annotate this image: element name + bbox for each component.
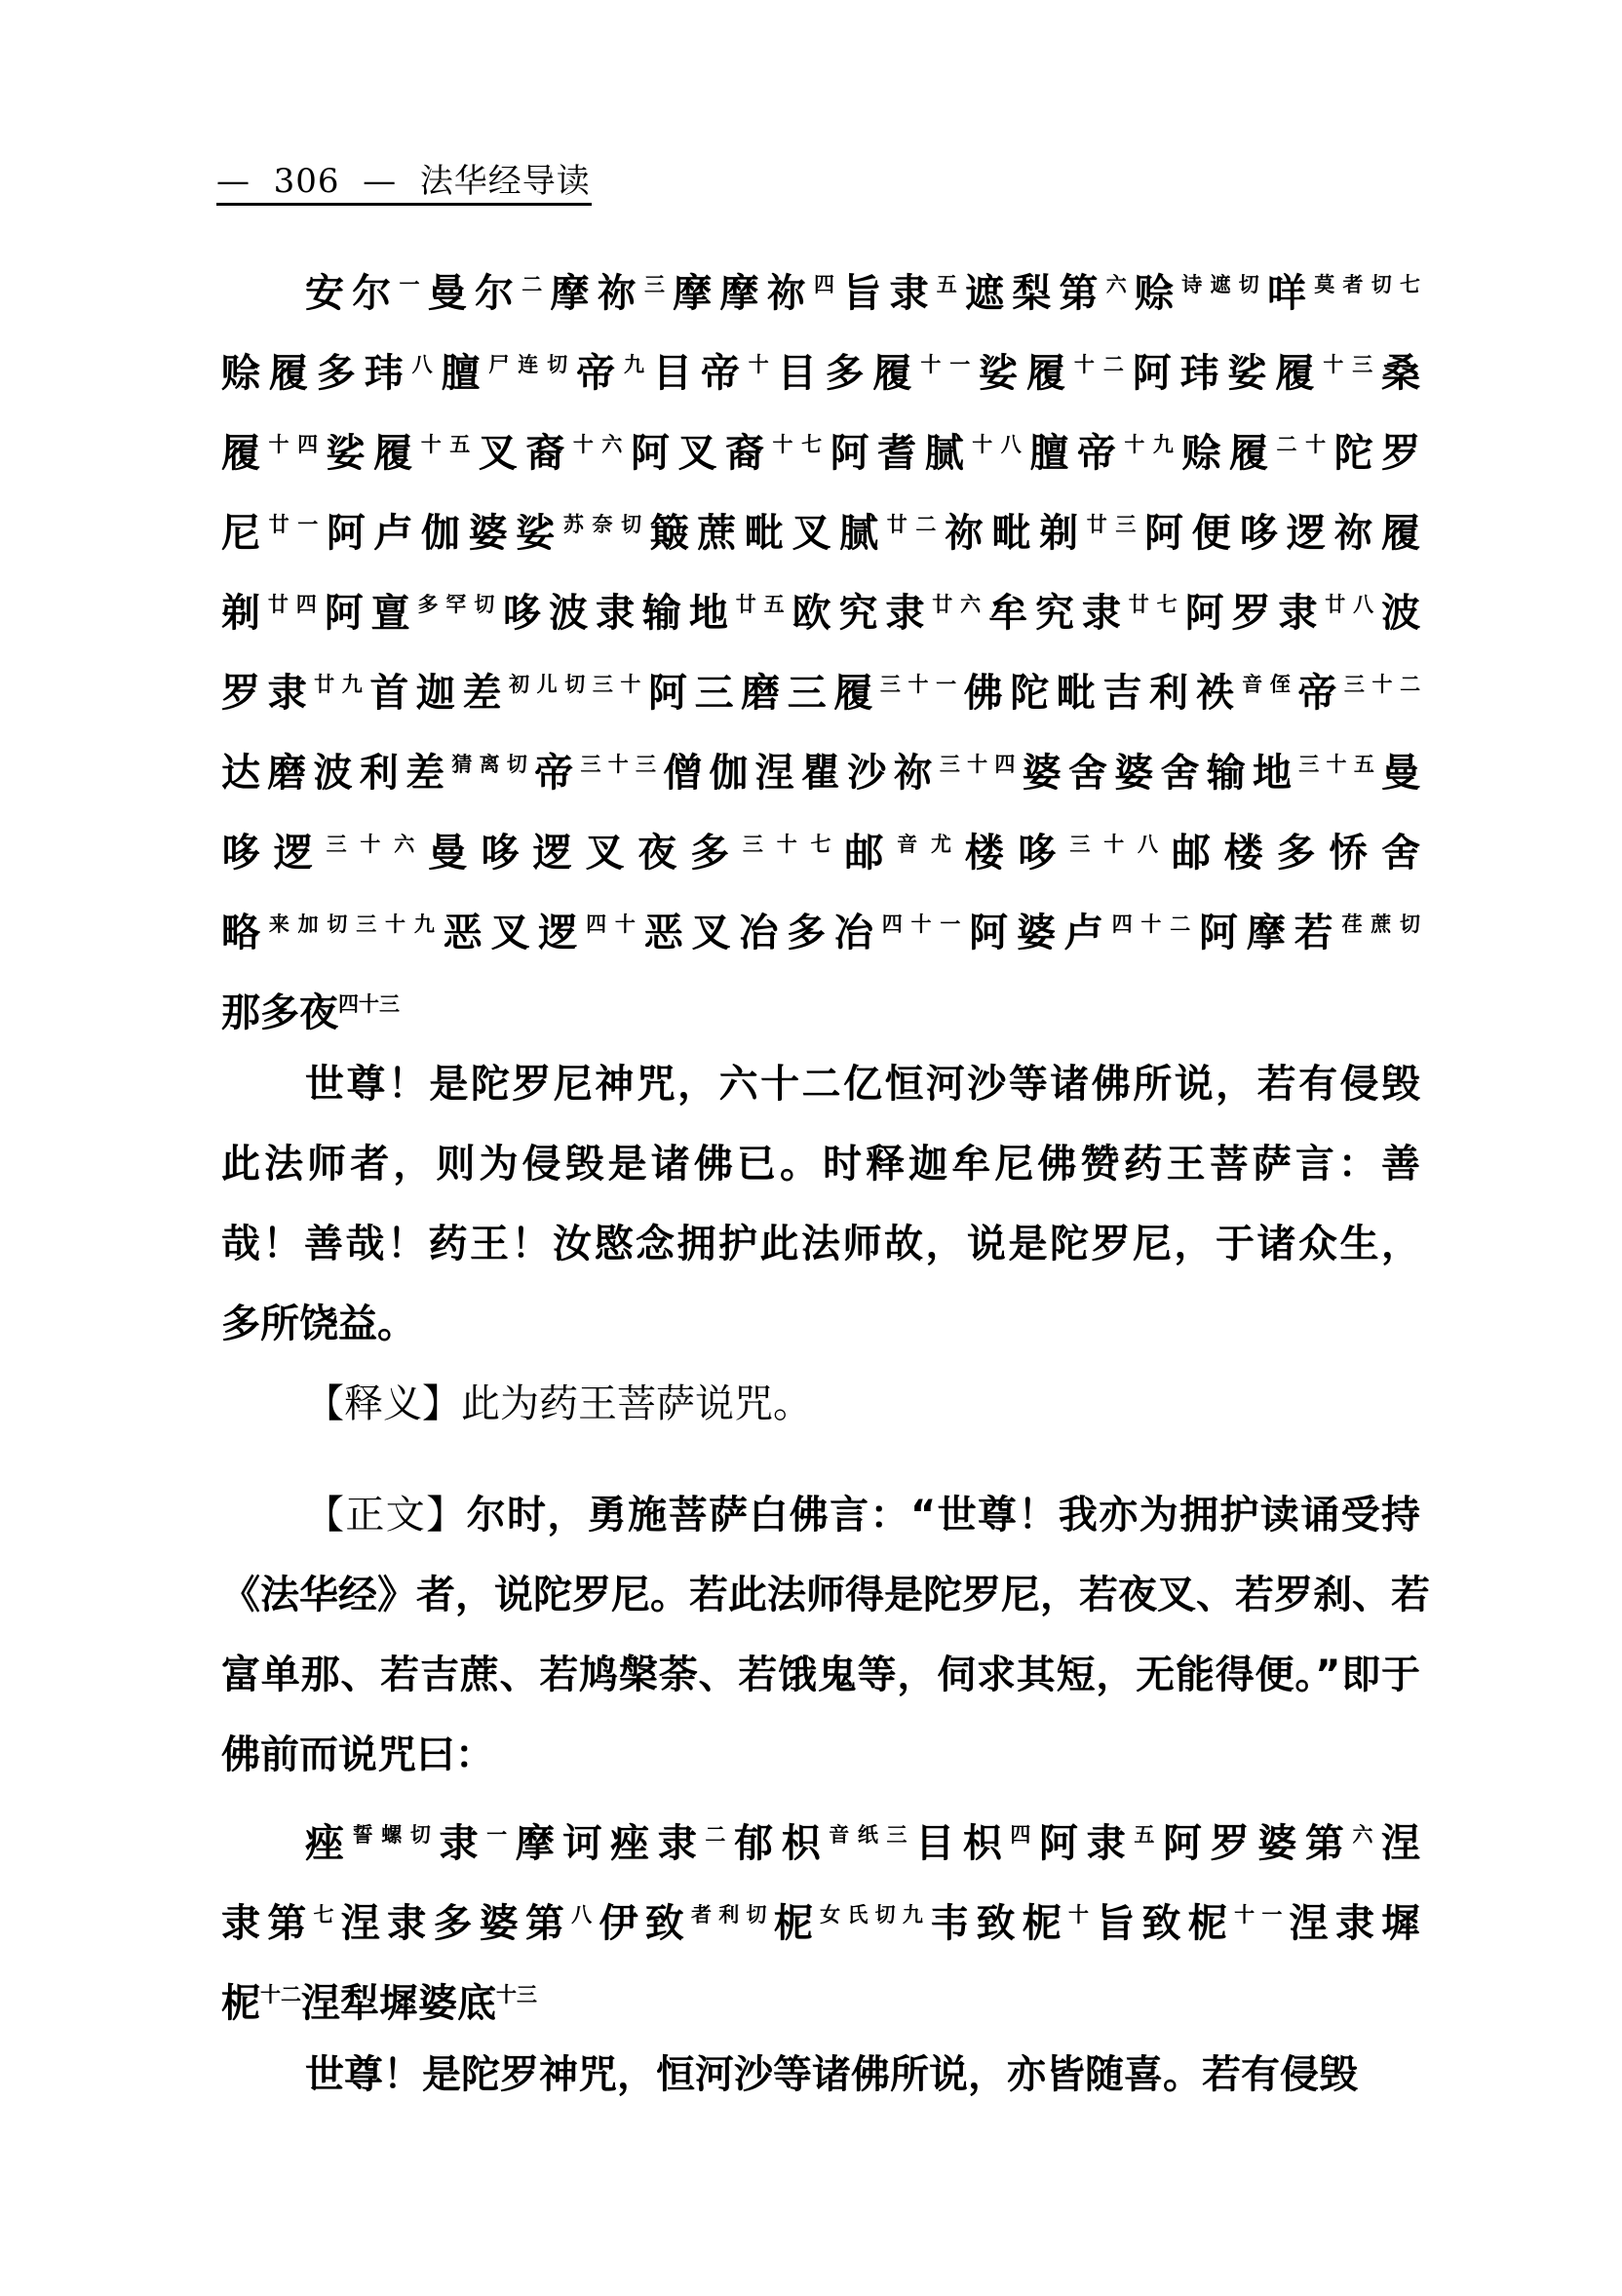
annotation-superscript: 五 [1134,1823,1163,1847]
text-segment: 赊履多玮 [221,351,412,396]
annotation-superscript: 十五 [420,433,479,456]
text-segment: 陀罗 [1333,431,1421,476]
text-line [221,1795,1420,1875]
text-line [221,1364,1420,1444]
text-segment: 《法华经》者，说陀罗尼。若此法师得是陀罗尼，若夜叉、若罗刹、若 [221,1573,1430,1617]
scripture-paragraph [221,1475,1430,1795]
commentary-label: 【释义】 [305,1381,461,1426]
annotation-superscript: 十六 [572,433,631,456]
text-line [221,1044,1420,1124]
text-segment: 哆波隶输地 [502,591,736,636]
text-line [221,485,1420,564]
text-segment: 曼尔 [427,271,522,316]
text-segment: 阿卢伽婆娑 [326,511,563,556]
text-segment: 阿亶 [324,591,418,636]
annotation-superscript: 六 [1352,1823,1382,1847]
text-segment: 目枳 [915,1821,1011,1866]
text-segment: 曼 [1381,751,1421,796]
text-line [221,405,1420,485]
annotation-superscript: 誓螺切 [352,1823,440,1847]
annotation-superscript: 四十一 [881,913,970,936]
annotation-superscript: 一 [486,1823,516,1847]
header-dash-left: — [216,162,251,201]
annotation-superscript: 十四 [268,433,327,456]
text-segment: 阿罗隶 [1184,591,1326,636]
text-segment: 涅隶多婆第 [340,1901,572,1946]
annotation-superscript: 三十三 [580,753,664,776]
mantra-paragraph [221,245,1420,1044]
annotation-superscript: 廿九 [314,673,370,696]
text-segment: 世尊！是陀罗神咒，恒河沙等诸佛所说，亦皆随喜。若有侵毁 [305,2052,1358,2097]
page-body [221,245,1430,2115]
annotation-superscript: 一 [399,273,428,296]
text-segment: 阿婆卢 [969,911,1112,955]
text-segment: 摩摩祢 [673,271,814,316]
annotation-superscript: 十二 [1073,353,1133,376]
text-segment: 阿三磨三履 [648,671,880,716]
text-line [221,1124,1420,1204]
annotation-superscript: 廿五 [735,593,792,616]
annotation-superscript: 十九 [1124,433,1182,456]
mantra-paragraph [221,1795,1420,2035]
text-segment: 郁枳 [733,1821,830,1866]
annotation-superscript: 廿三 [1086,513,1145,536]
page-number: 306 [273,162,340,201]
text-segment: 娑履 [326,431,421,476]
text-segment: 旨隶 [842,271,937,316]
annotation-superscript: 廿一 [268,513,327,536]
annotation-superscript: 三十八 [1069,833,1172,856]
text-segment: 目帝 [652,351,749,396]
annotation-superscript: 四 [1010,1823,1040,1847]
annotation-superscript: 者利切 [691,1903,774,1926]
text-segment: 阿玮娑履 [1132,351,1324,396]
text-segment: 牟究隶 [988,591,1129,636]
annotation-superscript: 莫者切七 [1314,273,1420,296]
text-segment: 遮梨第 [965,271,1106,316]
annotation-superscript: 音纸三 [829,1823,916,1847]
text-segment: 富单那、若吉蔗、若鸠槃荼、若饿鬼等，伺求其短，无能得便。”即于 [221,1653,1420,1697]
text-segment: 涅 [1381,1821,1421,1866]
text-segment: 咩 [1267,271,1315,316]
text-segment: 佛陀毗吉利袟 [963,671,1243,716]
text-segment: 柅 [773,1901,821,1946]
text-line [221,1204,1420,1284]
annotation-superscript: 三十七 [742,833,845,856]
text-segment: 韦致柅 [930,1901,1068,1946]
text-segment: 佛前而说咒曰： [221,1732,494,1777]
text-segment: 此为药王菩萨说咒。 [461,1381,812,1426]
text-segment: 桑 [1381,351,1421,396]
text-segment: 邮 [844,831,898,876]
text-segment: 婆舍婆舍输地 [1022,751,1299,796]
text-segment: 隶 [439,1821,487,1866]
text-segment: 首迦差 [369,671,510,716]
header-dash-right: — [363,162,398,201]
text-segment: 尔时，勇施菩萨白佛言：“世尊！我亦为拥护读诵受持 [466,1493,1420,1537]
running-header [216,154,591,202]
text-segment: 帝 [576,351,625,396]
text-line [221,1875,1420,1955]
text-line [221,325,1420,405]
text-segment: 伊致 [599,1901,691,1946]
text-segment: 波 [1381,591,1421,636]
text-segment: 赊履 [1181,431,1277,476]
prose-paragraph [221,2035,1420,2115]
text-segment: 膻帝 [1029,431,1125,476]
text-segment: 娑履 [979,351,1074,396]
text-segment: 恶叉冶多冶 [643,911,882,955]
prose-paragraph [221,1044,1420,1364]
text-segment: 阿摩若 [1199,911,1342,955]
text-segment: 帝 [534,751,581,796]
text-line [221,1715,1420,1795]
annotation-superscript: 四十 [586,913,644,936]
annotation-superscript: 三十一 [879,673,964,696]
annotation-superscript: 十三 [1323,353,1382,376]
text-segment: 恶叉逻 [443,911,587,955]
annotation-superscript: 三十五 [1298,753,1382,776]
text-segment: 阿便哆逻祢履 [1144,511,1421,556]
text-segment: 簸蔗毗叉腻 [649,511,887,556]
annotation-superscript: 四十二 [1111,913,1200,936]
annotation-superscript: 五 [936,273,965,296]
text-line [221,1955,1420,2035]
text-segment: 僧伽涅瞿沙祢 [663,751,940,796]
text-segment: 曼哆逻叉夜多 [428,831,743,876]
annotation-superscript: 荏蔗切 [1341,913,1421,936]
annotation-superscript: 三十二 [1343,673,1421,696]
text-segment: 略 [221,911,269,955]
annotation-superscript: 三 [644,273,674,296]
annotation-superscript: 多罕切 [417,593,503,616]
book-title: 法华经导读 [419,162,591,201]
text-segment: 涅隶墀 [1289,1901,1421,1946]
text-segment: 哆逻 [221,831,327,876]
text-segment: 涅犁墀婆底 [301,1981,496,2026]
text-segment: 叉裔 [478,431,573,476]
text-segment: 目多履 [777,351,921,396]
annotation-superscript: 三十六 [326,833,429,856]
annotation-superscript: 十一 [1234,1903,1290,1926]
annotation-superscript: 七 [313,1903,341,1926]
text-segment: 阿叉裔 [630,431,773,476]
annotation-superscript: 十一 [920,353,980,376]
annotation-superscript: 六 [1105,273,1135,296]
text-line [221,245,1420,325]
text-line [221,1635,1420,1715]
text-segment: 阿耆腻 [830,431,973,476]
text-segment: 摩诃痤隶 [515,1821,706,1866]
text-segment: 罗隶 [221,671,315,716]
commentary-paragraph [221,1364,1420,1444]
text-segment: 隶第 [221,1901,314,1946]
annotation-superscript: 苏奈切 [562,513,650,536]
annotation-superscript: 十七 [772,433,830,456]
annotation-superscript: 廿二 [886,513,945,536]
annotation-superscript: 二 [521,273,551,296]
text-segment: 安尔 [305,271,400,316]
annotation-superscript: 廿六 [932,593,989,616]
text-line [221,644,1420,724]
text-segment: 邮楼多㤭舍 [1171,831,1421,876]
text-segment: 尼 [221,511,269,556]
text-line [221,564,1420,644]
annotation-superscript: 四 [814,273,843,296]
text-segment: 祢毗剃 [944,511,1087,556]
annotation-superscript: 二十 [1276,433,1334,456]
text-segment: 楼哆 [964,831,1070,876]
annotation-superscript: 九 [624,353,653,376]
annotation-superscript: 来加切三十九 [268,913,444,936]
annotation-superscript: 女氏切九 [820,1903,931,1926]
text-line [221,1475,1420,1555]
annotation-superscript: 廿四 [267,593,325,616]
text-segment: 柅 [221,1981,260,2026]
annotation-superscript: 音尤 [897,833,965,856]
text-line [221,964,1420,1044]
text-segment: 赊 [1135,271,1182,316]
annotation-superscript: 廿八 [1325,593,1382,616]
text-segment: 阿罗婆第 [1162,1821,1353,1866]
annotation-superscript: 十 [748,353,778,376]
text-segment: 痤 [305,1821,353,1866]
annotation-superscript: 十 [1067,1903,1097,1926]
text-segment: 世尊！是陀罗尼神咒，六十二亿恒河沙等诸佛所说，若有侵毁 [305,1062,1420,1107]
text-segment: 那多夜 [221,991,338,1035]
text-line [221,724,1420,804]
text-segment: 多所饶益。 [221,1302,416,1346]
text-segment: 履 [221,431,269,476]
text-line [221,2035,1420,2115]
text-line [221,804,1420,884]
text-segment: 旨致柅 [1096,1901,1235,1946]
annotation-superscript: 廿七 [1128,593,1185,616]
annotation-superscript: 四十三 [338,992,400,1016]
text-segment: 达磨波利差 [221,751,452,796]
annotation-superscript: 十二 [260,1983,301,2006]
text-line [221,1555,1430,1635]
text-segment: 欧究隶 [792,591,933,636]
text-line [221,1284,1420,1364]
text-line [221,884,1420,964]
header-rule [216,203,592,206]
text-segment: 剃 [221,591,268,636]
text-segment: 哉！善哉！药王！汝愍念拥护此法师故，说是陀罗尼，于诸众生， [221,1222,1420,1266]
annotation-superscript: 诗遮切 [1181,273,1267,296]
annotation-superscript: 二 [705,1823,734,1847]
annotation-superscript: 音侄 [1242,673,1298,696]
section-gap [221,1444,1420,1475]
text-segment: 摩祢 [550,271,644,316]
annotation-superscript: 初儿切三十 [509,673,648,696]
annotation-superscript: 三十四 [939,753,1023,776]
annotation-superscript: 十三 [496,1983,537,2006]
text-segment: 帝 [1297,671,1344,716]
scripture-label: 【正文】 [305,1493,467,1537]
text-segment: 阿隶 [1039,1821,1135,1866]
annotation-superscript: 十八 [972,433,1030,456]
annotation-superscript: 八 [571,1903,599,1926]
annotation-superscript: 猜离切 [451,753,535,776]
text-segment: 此法师者，则为侵毁是诸佛已。时释迦牟尼佛赞药王菩萨言：善 [221,1142,1420,1187]
annotation-superscript: 八 [411,353,442,376]
annotation-superscript: 尸连切 [488,353,577,376]
text-segment: 膻 [441,351,489,396]
